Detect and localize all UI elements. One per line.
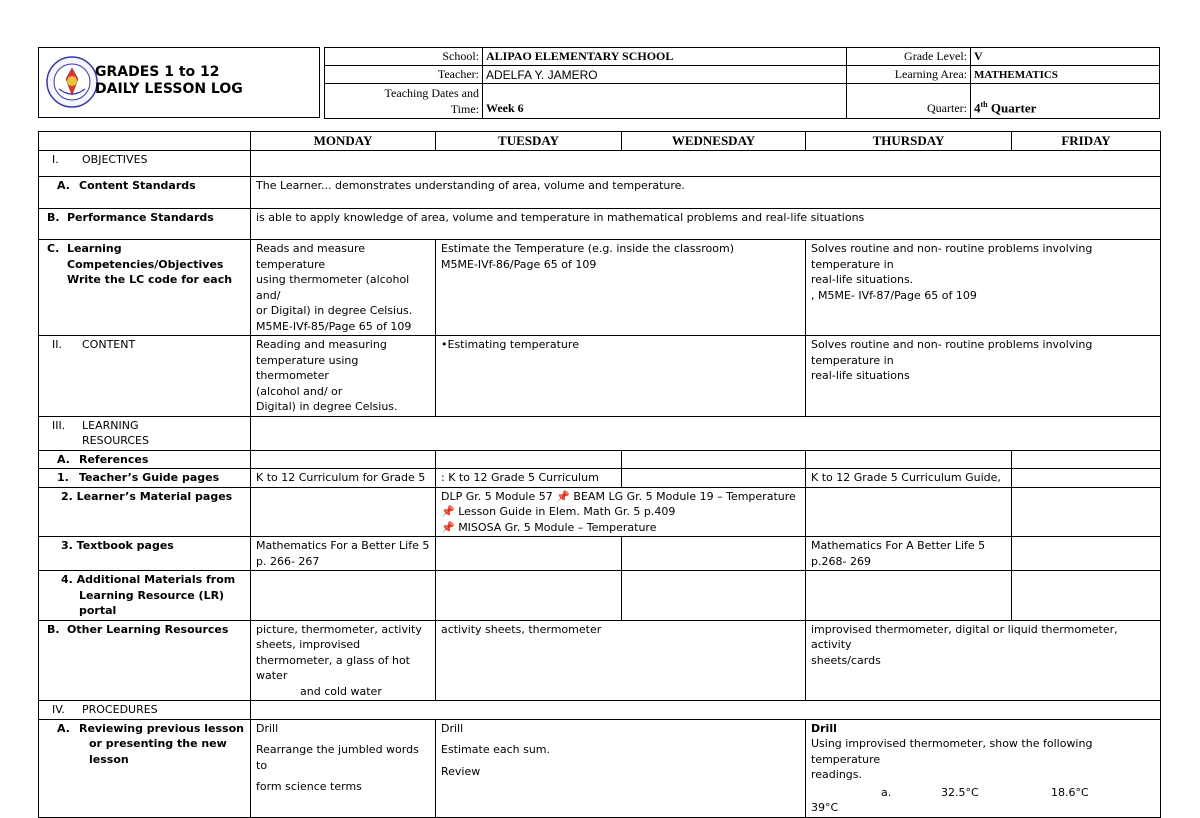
lm-tuesday-wednesday: DLP Gr. 5 Module 57 📌 BEAM LG Gr. 5 Module 19 – Temperature 📌 Lesson Guide in Elem. Math Gr. 5 p.409 📌 MISOSA Gr. 5 Module – Temperature [436,487,806,537]
lc-tuesday-wednesday: Estimate the Temperature (e.g. inside the classroom) M5ME-IVf-86/Page 65 of 109 [436,240,806,336]
lc-thursday-friday: Solves routine and non- routine problems involving temperature in real-life situations. , M5ME- IVf-87/Page 65 of 109 [806,240,1161,336]
dates-value: Week 6 [483,84,847,119]
quarter-value: 4th Quarter [971,84,1160,119]
objectives-cell [251,151,1161,177]
tg-tuesday: : K to 12 Grade 5 Curriculum [436,469,622,488]
other-monday: picture, thermometer, activity sheets, improvised thermometer, a glass of hot water and cold water [251,620,436,701]
area-value: MATHEMATICS [971,66,1160,84]
other-thursday-friday: improvised thermometer, digital or liquid thermometer, activity sheets/cards [806,620,1161,701]
references-label: A. References [39,450,251,469]
review-monday: Drill Rearrange the jumbled words to form science terms [251,719,436,817]
learning-resources-cell [251,416,1161,450]
teacher-label: Teacher: [325,66,483,84]
content-tuesday-wednesday: •Estimating temperature [436,336,806,417]
learning-resources-label: III. LEARNING RESOURCES [39,416,251,450]
day-header-wednesday: WEDNESDAY [622,132,806,151]
add-thursday [806,571,1012,621]
header-title-box [38,47,320,118]
deped-seal-icon [45,55,99,109]
quarter-label: Quarter: [847,84,971,119]
day-header-friday: FRIDAY [1012,132,1161,151]
refs-tuesday [436,450,622,469]
procedures-label: IV. PROCEDURES [39,701,251,720]
learning-competencies-label: C. Learning Competencies/Objectives Write the LC code for each [39,240,251,336]
school-label: School: [325,48,483,66]
add-tuesday [436,571,622,621]
lm-friday [1012,487,1161,537]
performance-standards-label: B. Performance Standards [39,209,251,240]
add-wednesday [622,571,806,621]
content-label: II. CONTENT [39,336,251,417]
content-standards-text: The Learner... demonstrates understanding of area, volume and temperature. [251,177,1161,209]
lm-monday [251,487,436,537]
tg-friday [1012,469,1161,488]
tb-monday: Mathematics For a Better Life 5 p. 266- 267 [251,537,436,571]
teacher-value: ADELFA Y. JAMERO [483,66,847,84]
grade-value: V [971,48,1160,66]
reviewing-lesson-label: A. Reviewing previous lesson or presenting the new lesson [39,719,251,817]
other-tuesday-wednesday: activity sheets, thermometer [436,620,806,701]
refs-wednesday [622,450,806,469]
lc-monday: Reads and measure temperature using thermometer (alcohol and/ or Digital) in degree Celsius. M5ME-IVf-85/Page 65 of 109 [251,240,436,336]
lm-thursday [806,487,1012,537]
tb-thursday: Mathematics For A Better Life 5 p.268- 269 [806,537,1012,571]
content-monday: Reading and measuring temperature using thermometer (alcohol and/ or Digital) in degree Celsius. [251,336,436,417]
refs-monday [251,450,436,469]
info-table [324,47,1160,119]
tb-friday [1012,537,1161,571]
day-header-tuesday: TUESDAY [436,132,622,151]
additional-materials-label: 4. Additional Materials from Learning Resource (LR) portal [39,571,251,621]
content-standards-label: A. Content Standards [39,177,251,209]
tg-monday: K to 12 Curriculum for Grade 5 [251,469,436,488]
add-monday [251,571,436,621]
content-thursday-friday: Solves routine and non- routine problems involving temperature in real-life situations [806,336,1161,417]
grade-label: Grade Level: [847,48,971,66]
performance-standards-text: is able to apply knowledge of area, volume and temperature in mathematical problems and real-life situations [251,209,1161,240]
title-line-2: DAILY LESSON LOG [95,81,243,97]
tb-tuesday [436,537,622,571]
tg-thursday: K to 12 Grade 5 Curriculum Guide, [806,469,1012,488]
learners-material-label: 2. Learner’s Material pages [39,487,251,537]
day-header-thursday: THURSDAY [806,132,1012,151]
objectives-label: I. OBJECTIVES [39,151,251,177]
refs-thursday [806,450,1012,469]
review-thursday-friday: Drill Using improvised thermometer, show the following temperature readings. a. 32.5°C 18.6°C39°C [806,719,1161,817]
school-value: ALIPAO ELEMENTARY SCHOOL [483,48,847,66]
other-resources-label: B. Other Learning Resources [39,620,251,701]
tg-wednesday [622,469,806,488]
add-friday [1012,571,1161,621]
procedures-cell [251,701,1161,720]
review-tuesday-wednesday: Drill Estimate each sum. Review [436,719,806,817]
day-header-monday: MONDAY [251,132,436,151]
teachers-guide-label: 1. Teacher’s Guide pages [39,469,251,488]
dates-label: Teaching Dates and Time: [325,84,483,119]
tb-wednesday [622,537,806,571]
area-label: Learning Area: [847,66,971,84]
title-line-1: GRADES 1 to 12 [95,64,220,80]
refs-friday [1012,450,1161,469]
textbook-label: 3. Textbook pages [39,537,251,571]
corner-header [39,132,251,151]
lesson-log-table [38,131,1161,818]
